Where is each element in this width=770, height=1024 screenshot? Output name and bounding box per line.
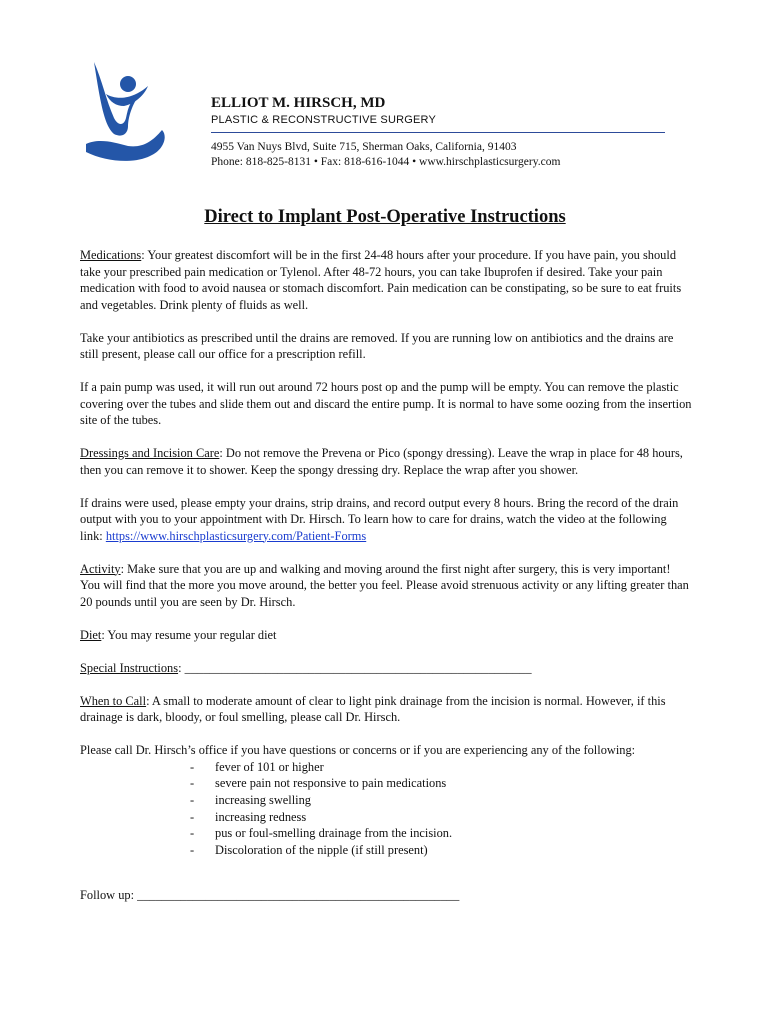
activity-paragraph xyxy=(80,561,692,611)
section-label: Dressings and Incision Care xyxy=(80,446,220,460)
medications-paragraph xyxy=(80,247,692,313)
section-label: Medications xyxy=(80,248,142,262)
dressings-paragraph xyxy=(80,445,692,478)
practice-address: 4955 Van Nuys Blvd, Suite 715, Sherman Oaks, California, 91403 xyxy=(211,141,517,153)
section-label: Diet xyxy=(80,627,102,642)
paragraph-text: : Make sure that you are up and walking and moving around the first night after surgery, this is very important! You will find that the more you move around, the better you feel. Please avoid strenuous activity or any lifting greater than 20 pounds until you are seen by Dr. Hirsch. xyxy=(80,561,689,609)
diet-paragraph xyxy=(80,627,692,644)
antibiotics-paragraph: Take your antibiotics as prescribed until the drains are removed. If you are running low on antibiotics and the drains are still present, please call our office for a prescription refill. xyxy=(80,330,674,361)
section-label: When to Call xyxy=(80,693,147,708)
list-item: - increasing redness xyxy=(190,809,692,826)
list-item: - fever of 101 or higher xyxy=(190,759,692,776)
document-title: Direct to Implant Post-Operative Instructions xyxy=(204,207,566,227)
drains-paragraph xyxy=(80,495,692,545)
letterhead xyxy=(211,95,671,170)
instructions-body xyxy=(80,247,692,920)
paragraph-text: : Do not remove the Prevena or Pico (spongy dressing). Leave the wrap in place for 48 hours, then you can remove it to shower. Keep the spongy dressing dry. Replace the wrap after you shower. xyxy=(80,446,683,477)
practice-contact: Phone: 818-825-8131 • Fax: 818-616-1044 • www.hirschplasticsurgery.com xyxy=(211,156,561,168)
person-in-hand-logo-icon xyxy=(84,60,170,164)
when-to-call-paragraph xyxy=(80,693,692,726)
list-item: - severe pain not responsive to pain medications xyxy=(190,775,692,792)
section-label: Special Instructions xyxy=(80,660,179,675)
list-item: - Discoloration of the nipple (if still present) xyxy=(190,842,692,859)
special-instructions-paragraph xyxy=(80,660,692,677)
header-divider xyxy=(211,132,665,133)
list-item: - increasing swelling xyxy=(190,792,692,809)
doctor-name: ELLIOT M. HIRSCH, MD xyxy=(211,95,386,111)
paragraph-text: : Your greatest discomfort will be in the first 24-48 hours after your procedure. If you have pain, you should take your prescribed pain medication or Tylenol. After 48-72 hours, you can take Ibuprofen if desired. Take your pain medication with food to avoid nausea or stomach discomfort. Pain medication can be constipating, so be sure to eat fruits and vegetables. Drink plenty of fluids as well. xyxy=(80,248,682,312)
paragraph-text: : ________________________________________________________ xyxy=(178,660,532,675)
pain-pump-paragraph: If a pain pump was used, it will run out around 72 hours post op and the pump will be empty. You can remove the plastic covering over the tubes and slide them out and discard the entire pump. It is normal to have some oozing from the insertion site of the tubes. xyxy=(80,380,692,427)
section-label: Activity xyxy=(80,561,121,576)
practice-subtitle: PLASTIC & RECONSTRUCTIVE SURGERY xyxy=(211,114,437,126)
patient-forms-link[interactable]: https://www.hirschplasticsurgery.com/Patient-Forms xyxy=(105,528,367,543)
symptom-list xyxy=(80,759,692,859)
follow-up-line: Follow up: ____________________________________________________ xyxy=(80,887,460,902)
list-item: - pus or foul-smelling drainage from the incision. xyxy=(190,825,692,842)
paragraph-text: If drains were used, please empty your drains, strip drains, and record output every 8 hours. Bring the record of the drain output with you to your appointment with Dr. Hirsch. To learn how to care for drains, watch the video at the following link: xyxy=(80,495,679,543)
paragraph-text: : A small to moderate amount of clear to light pink drainage from the incision is normal. However, if this drainage is dark, bloody, or foul smelling, please call Dr. Hirsch. xyxy=(80,693,666,724)
paragraph-text: : You may resume your regular diet xyxy=(101,627,277,642)
please-call-paragraph: Please call Dr. Hirsch’s office if you have questions or concerns or if you are experiencing any of the following: xyxy=(80,743,636,757)
